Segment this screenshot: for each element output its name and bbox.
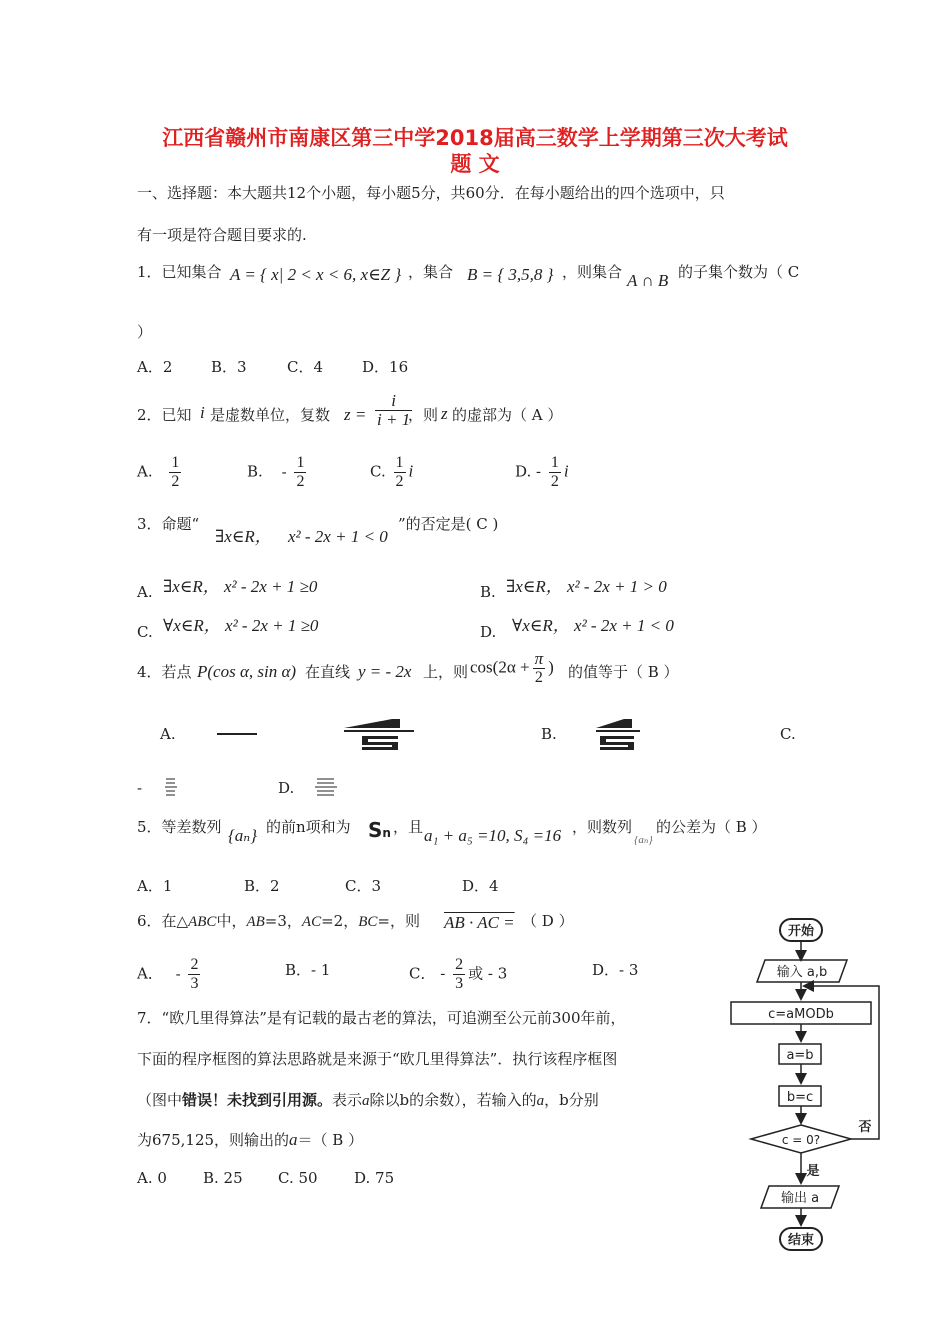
q1-mid2: ，则集合 xyxy=(562,263,623,281)
flowchart-output-label: 输出 a xyxy=(780,1191,820,1206)
q1-option-b: B．3 xyxy=(211,358,247,376)
q6-tail: （ D ） xyxy=(522,912,574,930)
q2-option-c-label: C. xyxy=(370,462,386,481)
q4-point: P(cos α, sin α) xyxy=(197,662,297,681)
q4-option-a-fraction-image xyxy=(342,718,416,752)
q4-option-b-fraction-image xyxy=(594,718,642,752)
q6-a-num: 2 xyxy=(190,956,199,973)
q6-c-den: 3 xyxy=(455,975,464,992)
q7-line4-b: ＝（ B ） xyxy=(297,1131,364,1149)
q1-set-a: A = { x| 2 < x < 6, x∈Z } xyxy=(230,265,402,284)
q7-option-c: C. 50 xyxy=(278,1169,318,1187)
q2-b-num: 1 xyxy=(296,454,305,471)
q4-line: y = - 2x xyxy=(358,662,412,681)
q3-option-a-label: A. xyxy=(137,583,153,601)
q6-option-a-label: A． xyxy=(137,964,163,983)
q1-intersection: A ∩ B xyxy=(627,271,669,290)
q6-c-tail: 或 - 3 xyxy=(468,964,508,983)
q3-prefix: 3．命题“ xyxy=(137,515,200,533)
q3-exists: ∃x∈R， xyxy=(215,527,272,546)
q3-option-c-label: C. xyxy=(137,623,153,641)
q2-d-minus: - xyxy=(536,462,542,481)
flowchart-mod-label: c=aMODb xyxy=(768,1007,834,1022)
q2-option-b-label: B. xyxy=(247,462,263,481)
q7-line3-e: ，b分别 xyxy=(544,1091,599,1109)
q3-option-c: ∀x∈R， x² - 2x + 1 ≥0 xyxy=(163,616,319,635)
flowchart-start-label: 开始 xyxy=(787,924,815,939)
q3-option-b-label: B. xyxy=(480,583,496,601)
q6-c-num: 2 xyxy=(455,956,464,973)
q5-mid3: ，则数列 xyxy=(572,818,633,836)
q6-option-b: B．- 1 xyxy=(285,961,331,979)
q7-line1: 7．“欧几里得算法”是有记载的最古老的算法，可追溯至公元前300年前， xyxy=(137,1009,626,1027)
q7-error-text: 错误！未找到引用源。 xyxy=(182,1091,333,1109)
q2-fraction-den: i + 1 xyxy=(377,410,411,429)
q6-a-minus: - xyxy=(175,964,181,983)
q7-line4-a: 为675,125，则输出的 xyxy=(137,1131,290,1149)
flowchart-assign-a-label: a=b xyxy=(786,1048,814,1063)
q7-line3-a: （图中 xyxy=(137,1091,183,1109)
q2-b-minus: - xyxy=(281,462,287,481)
q4-mid2: 上，则 xyxy=(423,663,469,681)
q2-d-den: 2 xyxy=(550,473,559,490)
q2-d-i: i xyxy=(563,461,569,481)
q4-option-c-label: C. xyxy=(780,725,796,743)
q5-seq: {aₙ} xyxy=(228,826,257,845)
q5-s-sub: n xyxy=(382,826,391,840)
q1-tail: 的子集个数为（ C xyxy=(678,263,800,281)
q7-option-d: D. 75 xyxy=(354,1169,395,1187)
q7-line3-c: 除以b的余数），若输入的 xyxy=(369,1091,537,1109)
q5-option-d: D．4 xyxy=(462,877,499,895)
q5-mid: 的前n项和为 xyxy=(266,818,351,836)
flowchart-assign-b-label: b=c xyxy=(786,1090,814,1105)
q2-option-a-label: A. xyxy=(137,462,153,481)
flowchart-no-label: 否 xyxy=(858,1120,872,1135)
q7-line4 xyxy=(137,1130,363,1150)
q2-tail: 的虚部为（ A ） xyxy=(452,406,563,424)
q6-line xyxy=(137,911,420,932)
q2-b-den: 2 xyxy=(296,473,305,490)
q6-option-a xyxy=(137,956,203,993)
q2-fraction-num: i xyxy=(375,392,412,411)
q2-mid2: ，则 xyxy=(408,406,439,424)
q2-option-b xyxy=(247,454,309,491)
q1-option-d: D．16 xyxy=(362,358,409,376)
q7-line3 xyxy=(137,1090,599,1111)
q7-option-a: A. 0 xyxy=(137,1169,167,1187)
q2-c-den: 2 xyxy=(395,473,404,490)
q4-mid: 在直线 xyxy=(305,663,351,681)
q2-option-d xyxy=(515,454,569,491)
q7-option-b: B. 25 xyxy=(203,1169,243,1187)
q4-tail: 的值等于（ B ） xyxy=(568,663,679,681)
q2-a-den: 2 xyxy=(171,473,180,490)
q6-c-minus: - xyxy=(440,964,446,983)
document-title-line1: 江西省赣州市南康区第三中学2018届高三数学上学期第三次大考试 xyxy=(162,126,788,150)
q7-line2: 下面的程序框图的算法思路就是来源于“欧几里得算法”．执行该程序框图 xyxy=(137,1050,618,1068)
q2-mid: 是虚数单位，复数 xyxy=(210,406,331,424)
q3-tail: ”的否定是( C ) xyxy=(398,515,499,533)
q4-option-b-label: B. xyxy=(541,725,557,743)
q4-prefix: 4．若点 xyxy=(137,663,192,681)
q1-mid: ，集合 xyxy=(408,263,454,281)
q6-mid: 中， xyxy=(216,912,247,930)
q6-a-den: 3 xyxy=(190,975,199,992)
q5-s xyxy=(368,820,391,843)
q2-option-d-label: D. xyxy=(515,462,532,481)
q2-option-a xyxy=(137,454,184,491)
q4-expr xyxy=(470,650,554,687)
q6-ac: AC xyxy=(301,914,322,930)
q2-c-num: 1 xyxy=(395,454,404,471)
q7-line4-var: a xyxy=(289,1130,298,1149)
q6-v1: =3， xyxy=(264,912,302,930)
q5-seq2: {aₙ} xyxy=(634,834,653,846)
flowchart xyxy=(725,912,890,1262)
flowchart-decision-label: c = 0? xyxy=(781,1133,821,1147)
q4-option-d-fraction-image xyxy=(314,776,338,798)
q2-prefix: 2．已知 xyxy=(137,406,192,424)
q2-i: i xyxy=(200,403,205,422)
q5-option-a: A．1 xyxy=(137,877,173,895)
q5-tail: 的公差为（ B ） xyxy=(656,818,767,836)
q6-abc: ABC xyxy=(188,914,217,930)
q3-option-d-label: D. xyxy=(480,623,497,641)
q4-option-c-minus: - xyxy=(137,779,143,797)
q3-inequality: x² - 2x + 1 < 0 xyxy=(288,527,388,546)
q1-prefix: 1．已知集合 xyxy=(137,263,222,281)
q2-option-c xyxy=(370,454,413,491)
q4-option-a-dash xyxy=(217,733,257,735)
flowchart-input-label: 输入 a,b xyxy=(776,965,828,980)
q6-v2: =2， xyxy=(321,912,359,930)
q6-v3: =，则 xyxy=(377,912,420,930)
q7-line3-b: 表示 xyxy=(332,1091,363,1109)
q1-set-b: B = { 3,5,8 } xyxy=(467,265,554,284)
document-title-line2: 题 文 xyxy=(450,152,500,176)
q6-ab: AB xyxy=(246,914,265,930)
q5-option-b: B．2 xyxy=(244,877,280,895)
q6-option-d: D．- 3 xyxy=(592,961,639,979)
q4-pi: π xyxy=(534,649,544,668)
q5-condition: a₁ + a₅ =10, S₄ =16 xyxy=(424,826,562,845)
q4-option-a-label: A. xyxy=(160,725,176,743)
q4-expr-close: ) xyxy=(548,657,554,677)
q3-option-b: ∃x∈R， x² - 2x + 1 > 0 xyxy=(506,577,667,596)
q2-d-num: 1 xyxy=(550,454,559,471)
q5-option-c: C．3 xyxy=(345,877,382,895)
q2-z: z = xyxy=(344,405,367,424)
q5-s-letter: S xyxy=(368,818,383,842)
q6-dot-product: AB · AC = xyxy=(444,913,515,932)
q3-option-d: ∀x∈R， x² - 2x + 1 < 0 xyxy=(512,616,674,635)
q6-option-c xyxy=(409,956,507,993)
q6-prefix: 6．在△ xyxy=(137,912,189,930)
q7-line3-var-a: a xyxy=(362,1093,370,1109)
q4-option-d-label: D. xyxy=(278,779,295,797)
q5-prefix: 5．等差数列 xyxy=(137,818,222,836)
q2-c-i: i xyxy=(408,461,414,481)
q4-option-c-fraction-image xyxy=(164,776,178,798)
flowchart-yes-label: 是 xyxy=(806,1164,820,1179)
q3-option-a: ∃x∈R， x² - 2x + 1 ≥0 xyxy=(163,577,318,596)
q6-bc: BC xyxy=(358,914,378,930)
flowchart-end-label: 结束 xyxy=(787,1233,815,1248)
q2-a-num: 1 xyxy=(171,454,180,471)
q6-option-c-label: C． xyxy=(409,964,436,983)
q1-close: ） xyxy=(137,323,153,341)
q4-two: 2 xyxy=(534,669,543,686)
q5-mid2: ，且 xyxy=(393,818,424,836)
intro-line2: 有一项是符合题目要求的. xyxy=(137,226,307,244)
q7-line3-d: a xyxy=(536,1093,545,1109)
q1-option-c: C．4 xyxy=(287,358,324,376)
q1-option-a: A．2 xyxy=(137,358,173,376)
intro-line1: 一、选择题：本大题共12个小题，每小题5分，共60分．在每小题给出的四个选项中，只 xyxy=(137,184,725,202)
q2-z2: z xyxy=(441,404,448,423)
q4-expr-text: cos(2α + xyxy=(470,657,530,677)
